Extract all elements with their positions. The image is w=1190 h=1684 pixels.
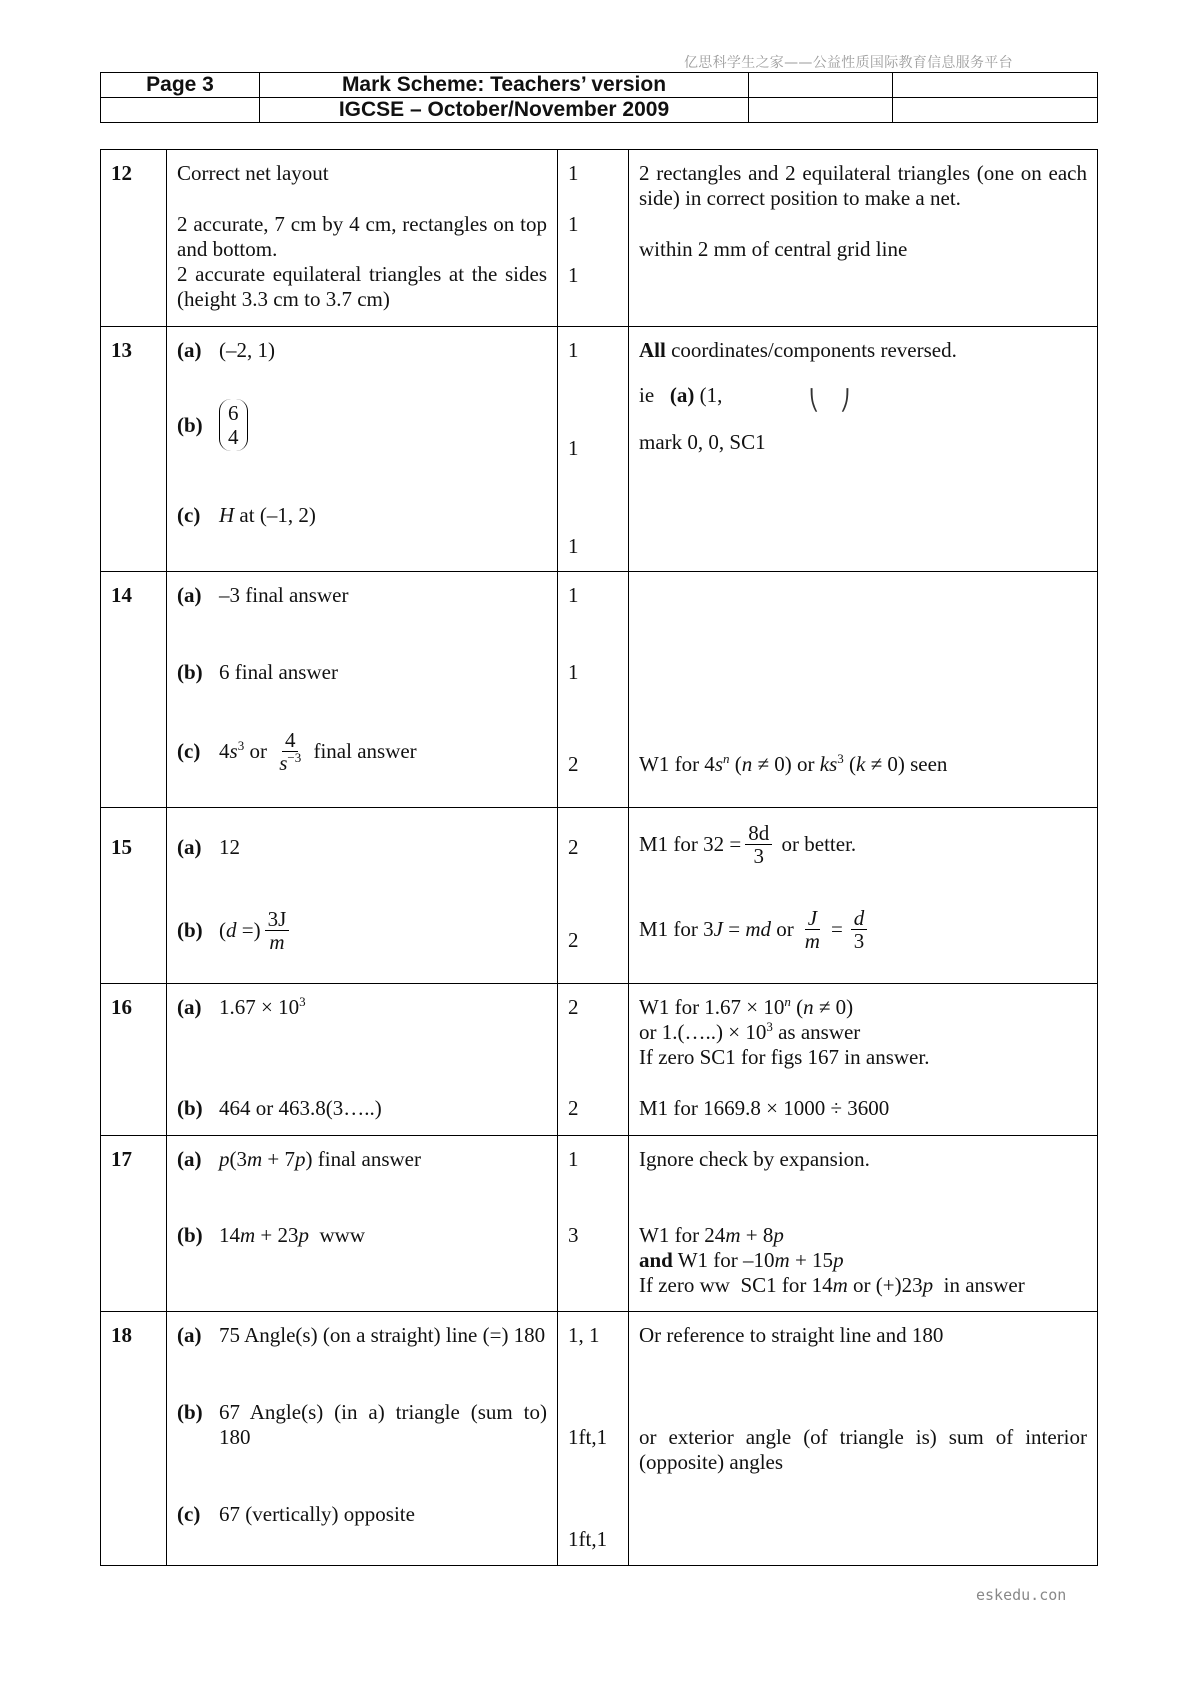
question-row-14: [101, 572, 1098, 808]
page-number: Page 3: [101, 73, 260, 98]
mark: 1, 1: [568, 1323, 600, 1347]
column-vector: [219, 399, 248, 451]
mark: 1: [568, 338, 579, 362]
vector-bracket: ⎝ ⎠: [809, 390, 858, 412]
marks-cell: [558, 1136, 629, 1312]
part-label: (b): [177, 1400, 203, 1424]
page-subtitle: IGCSE – October/November 2009: [260, 98, 749, 123]
mark: 1ft,1: [568, 1527, 608, 1551]
mark: 2: [568, 928, 579, 952]
note-line: W1 for 24m + 8p: [639, 1223, 784, 1247]
header-blank-cell: [893, 98, 1098, 123]
note-text: ie: [639, 383, 655, 407]
mark: 3: [568, 1223, 579, 1247]
vector-top: 6: [228, 401, 239, 425]
part-label: (a): [177, 583, 202, 607]
note-line: Or reference to straight line and 180: [639, 1323, 944, 1347]
question-number: 13: [101, 327, 167, 572]
page-header: [100, 72, 1098, 123]
mark: 1: [568, 161, 579, 185]
question-number: 16: [101, 984, 167, 1136]
part-label: (b): [177, 1223, 203, 1247]
header-blank-cell: [101, 98, 260, 123]
mark: 1: [568, 660, 579, 684]
note-line: M1 for 1669.8 × 1000 ÷ 3600: [639, 1096, 890, 1120]
answer-cell: (a) –3 final answer (b) 6 final answer (c) $4s^3$ or $\frac{4}{s^{-3}}$ final answer: [167, 572, 558, 808]
part-label: (c): [177, 739, 201, 763]
notes-cell: [629, 1136, 1098, 1312]
mark: 1: [568, 534, 579, 558]
answer-text: 67 (vertically) opposite: [219, 1502, 415, 1526]
fraction: $\frac{3J}{m}$: [265, 908, 290, 953]
marks-cell: [558, 572, 629, 808]
fraction: $\frac{8d}{3}$: [745, 822, 772, 867]
mark: 1ft,1: [568, 1425, 608, 1449]
answer-text: final answer: [308, 739, 417, 763]
mark: 2: [568, 1096, 579, 1120]
note-line: or 1.(…..) × $10^3$ as answer: [639, 1019, 861, 1044]
answer-text: (–2, 1): [219, 338, 275, 362]
mark: 2: [568, 995, 579, 1019]
variable: H: [219, 503, 235, 527]
mark: 2: [568, 752, 579, 776]
part-label: (c): [177, 1502, 201, 1526]
watermark: 亿思科学生之家——公益性质国际教育信息服务平台: [684, 55, 1013, 71]
marks-cell: [558, 1312, 629, 1566]
syllabus-cell: [749, 73, 893, 98]
answer-line: 2 accurate equilateral triangles at the sides (height 3.3 cm to 3.7 cm): [177, 262, 547, 311]
fraction: $\frac{J}{m}$: [804, 906, 820, 953]
part-label: (a): [177, 1323, 202, 1347]
note-line: Ignore check by expansion.: [639, 1147, 870, 1171]
part-label: (a): [177, 835, 202, 859]
answer-line: 2 accurate, 7 cm by 4 cm, rectangles on top and bottom.: [177, 212, 547, 261]
question-row-16: [101, 984, 1098, 1136]
footer-text: eskedu.con: [976, 1586, 1067, 1604]
fraction: $\frac{4}{s^{-3}}$: [279, 728, 302, 775]
note-text: coordinates/components reversed.: [665, 338, 957, 362]
answer-cell: [167, 150, 558, 327]
answer-line: Correct net layout: [177, 161, 329, 185]
answer-text: 6 final answer: [219, 660, 338, 684]
question-number: 15: [101, 808, 167, 984]
answer-text: 67 Angle(s) (in a) triangle (sum to) 180: [219, 1400, 547, 1449]
answer-cell: [167, 327, 558, 572]
part-label: (b): [177, 1096, 203, 1120]
answer-text: at (–1, 2): [234, 503, 316, 527]
part-label: (a): [669, 383, 695, 407]
note-line: W1 for $1.67 \times 10^n$ (n ≠ 0): [639, 994, 854, 1019]
question-number: 14: [101, 572, 167, 808]
question-row-15: [101, 808, 1098, 984]
marks-cell: [558, 150, 629, 327]
marks-cell: [558, 984, 629, 1136]
question-number: 12: [101, 150, 167, 327]
part-label: (a): [177, 995, 202, 1019]
paper-cell: [893, 73, 1098, 98]
header-blank-cell: [749, 98, 893, 123]
mark: 1: [568, 1147, 579, 1171]
answer-cell: (a) p(3m + 7p) final answer (b) 14m + 23p www: [167, 1136, 558, 1312]
question-row-18: [101, 1312, 1098, 1566]
marks-cell: [558, 808, 629, 984]
answer-text: 12: [219, 835, 240, 859]
question-number: 18: [101, 1312, 167, 1566]
notes-cell: M1 for 32 = $\frac{8d}{3}$ or better. M1 for 3 J = md or $\frac{J}{m}$ = $\frac{d}{3}$: [629, 808, 1098, 984]
part-label: (b): [177, 660, 203, 684]
note-line: If zero SC1 for figs 167 in answer.: [639, 1045, 930, 1069]
answer-cell: (a) 12 (b) (d =) $\frac{3J}{m}$: [167, 808, 558, 984]
mark: 1: [568, 263, 579, 287]
note-line: and W1 for –10m + 15p: [639, 1248, 844, 1272]
notes-cell: [629, 984, 1098, 1136]
note-line: within 2 mm of central grid line: [639, 237, 908, 261]
answer-text: 464 or 463.8(3…..): [219, 1096, 382, 1120]
note-emphasis: All: [639, 338, 666, 362]
notes-cell: [629, 327, 1098, 572]
answer-text: 75 Angle(s) (on a straight) line (=) 180: [219, 1323, 546, 1347]
note-line: W1 for $4s^n$ (n ≠ 0) or $ks^3$ (k ≠ 0) seen: [639, 751, 948, 776]
marks-cell: [558, 327, 629, 572]
mark-scheme-table: [100, 149, 1098, 1566]
note-text: (1,: [699, 383, 723, 407]
note-line: or exterior angle (of triangle is) sum of interior (opposite) angles: [639, 1425, 1087, 1474]
mark: 2: [568, 835, 579, 859]
vector-bottom: 4: [228, 425, 239, 449]
note-text: mark 0, 0, SC1: [639, 430, 766, 454]
notes-cell: [629, 1312, 1098, 1566]
answer-text: –3 final answer: [219, 583, 349, 607]
answer-cell: (a) $1.67 \times 10^3$ (b) 464 or 463.8(3…..): [167, 984, 558, 1136]
notes-cell: [629, 150, 1098, 327]
mark: 1: [568, 583, 579, 607]
part-label: (a): [177, 1147, 202, 1171]
answer-cell: [167, 1312, 558, 1566]
question-row-17: [101, 1136, 1098, 1312]
part-label: (a): [177, 338, 202, 362]
fraction: $\frac{d}{3}$: [851, 907, 868, 952]
question-number: 17: [101, 1136, 167, 1312]
mark: 1: [568, 436, 579, 460]
mark: 1: [568, 212, 579, 236]
part-label: (b): [177, 918, 203, 942]
page-title: Mark Scheme: Teachers’ version: [260, 73, 749, 98]
notes-cell: [629, 572, 1098, 808]
part-label: (b): [177, 412, 203, 437]
note-line: If zero ww SC1 for 14m or (+)23p in answer: [639, 1273, 1025, 1297]
question-row-13: [101, 327, 1098, 572]
question-row-12: [101, 150, 1098, 327]
note-line: 2 rectangles and 2 equilateral triangles (one on each side) in correct position to make a net.: [639, 161, 1087, 210]
part-label: (c): [177, 503, 201, 527]
